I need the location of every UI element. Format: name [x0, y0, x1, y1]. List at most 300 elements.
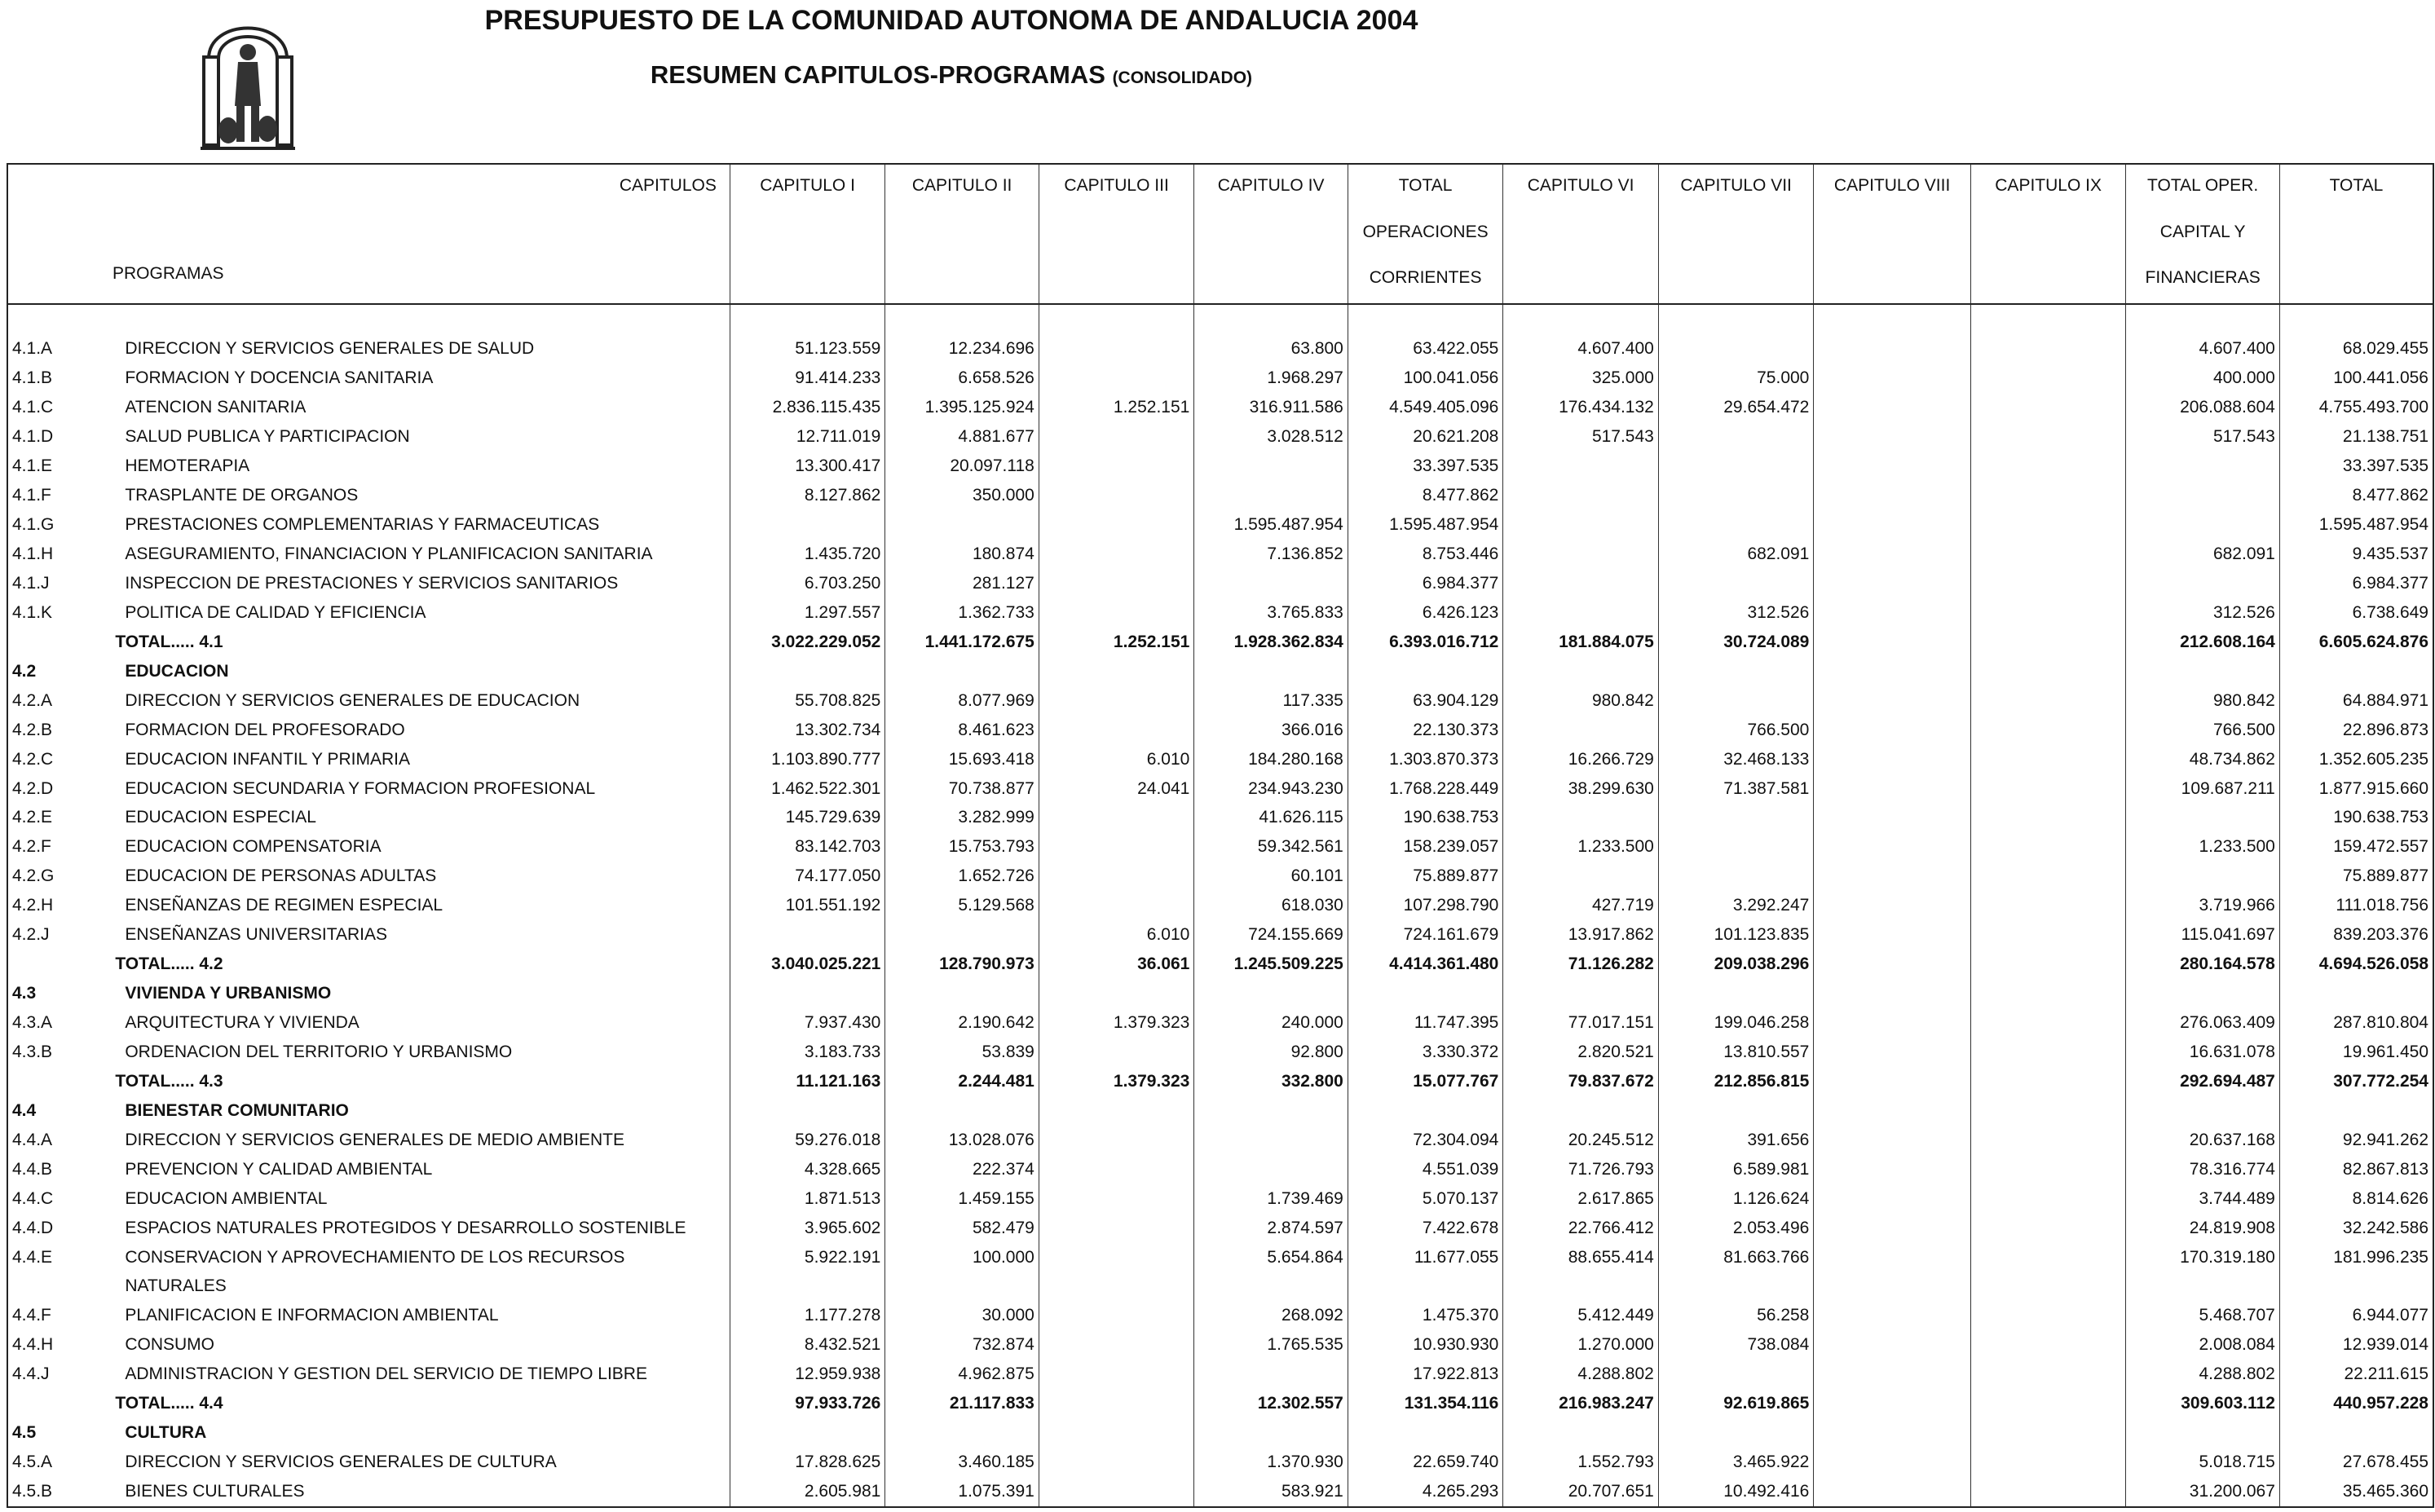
program-code: 4.1.K: [12, 602, 53, 622]
cell-value: [1658, 568, 1814, 597]
cell-value: 583.921: [1194, 1477, 1348, 1507]
cell-value: [1970, 891, 2126, 920]
program-name: POLITICA DE CALIDAD Y EFICIENCIA: [125, 602, 426, 622]
cell-value: 9.435.537: [2279, 540, 2433, 569]
cell-value: 6.738.649: [2279, 597, 2433, 627]
table-row: [7, 774, 2433, 803]
cell-value: 55.708.825: [730, 685, 885, 715]
cell-value: 325.000: [1503, 364, 1659, 393]
cell-value: 41.626.115: [1194, 803, 1348, 832]
cell-value: 1.739.469: [1194, 1184, 1348, 1213]
cell-value: 5.654.864: [1194, 1242, 1348, 1272]
cell-value: [1348, 1418, 1503, 1448]
cell-value: [1814, 627, 1971, 656]
cell-value: [1658, 832, 1814, 862]
cell-value: 75.889.877: [2279, 862, 2433, 891]
cell-value: [1814, 656, 1971, 685]
cell-value: [1039, 1154, 1194, 1184]
cell-value: 8.814.626: [2279, 1184, 2433, 1213]
cell-value: 8.432.521: [730, 1330, 885, 1360]
cell-value: 4.288.802: [2126, 1360, 2280, 1389]
table-body: [7, 304, 2433, 1507]
table-row: [7, 862, 2433, 891]
cell-value: 1.233.500: [2126, 832, 2280, 862]
column-header-11-line-2: [2279, 213, 2433, 258]
program-code: 4.1.F: [12, 486, 51, 505]
cell-value: 77.017.151: [1503, 1008, 1659, 1038]
cell-value: 1.459.155: [885, 1184, 1039, 1213]
cell-value: 8.077.969: [885, 685, 1039, 715]
cell-value: 682.091: [1658, 540, 1814, 569]
cell-value: 48.734.862: [2126, 744, 2280, 774]
program-name: ENSEÑANZAS DE REGIMEN ESPECIAL: [125, 896, 443, 915]
cell-value: [1658, 334, 1814, 364]
column-header-1-line-1: CAPITULO I: [730, 164, 885, 213]
cell-value: [1970, 685, 2126, 715]
table-row: [7, 715, 2433, 744]
cell-value: 32.468.133: [1658, 744, 1814, 774]
cell-value: 101.123.835: [1658, 920, 1814, 950]
column-header-6-line-2: [1503, 213, 1659, 258]
cell-value: [2279, 1418, 2433, 1448]
cell-value: 1.435.720: [730, 540, 885, 569]
cell-value: 1.968.297: [1194, 364, 1348, 393]
cell-value: [1039, 510, 1194, 540]
cell-value: [885, 656, 1039, 685]
cell-value: [1970, 1330, 2126, 1360]
cell-value: 13.810.557: [1658, 1037, 1814, 1066]
cell-value: 53.839: [885, 1037, 1039, 1066]
cell-value: 240.000: [1194, 1008, 1348, 1038]
cell-value: 312.526: [1658, 597, 1814, 627]
program-name: PLANIFICACION E INFORMACION AMBIENTAL: [125, 1306, 499, 1325]
column-header-4-line-3: [1194, 258, 1348, 304]
cell-value: 1.233.500: [1503, 832, 1659, 862]
program-code: 4.4.B: [12, 1159, 53, 1179]
cell-value: 6.010: [1039, 744, 1194, 774]
cell-value: 2.244.481: [885, 1066, 1039, 1095]
cell-value: [1970, 774, 2126, 803]
cell-value: [1814, 393, 1971, 422]
cell-value: 24.041: [1039, 774, 1194, 803]
column-header-1-line-3: [730, 258, 885, 304]
cell-value: 117.335: [1194, 685, 1348, 715]
cell-value: [1039, 803, 1194, 832]
cell-value: [1970, 1095, 2126, 1125]
program-name: BIENES CULTURALES: [125, 1482, 305, 1501]
cell-value: [1503, 304, 1659, 334]
cell-value: 131.354.116: [1348, 1389, 1503, 1418]
cell-value: 4.328.665: [730, 1154, 885, 1184]
subtitle-main: RESUMEN CAPITULOS-PROGRAMAS: [650, 60, 1105, 89]
cell-value: 11.747.395: [1348, 1008, 1503, 1038]
program-name: ESPACIOS NATURALES PROTEGIDOS Y DESARROLLO SOSTENIBLE: [125, 1218, 686, 1237]
group-row: [7, 1418, 2433, 1448]
cell-value: 309.603.112: [2126, 1389, 2280, 1418]
corner-capitulos-label: CAPITULOS: [619, 176, 717, 195]
column-header-5-line-1: TOTAL: [1348, 164, 1503, 213]
table-row: [7, 1154, 2433, 1184]
cell-value: 20.621.208: [1348, 422, 1503, 452]
program-name: CULTURA: [125, 1423, 207, 1443]
cell-value: [1503, 656, 1659, 685]
program-code: 4.3: [12, 984, 37, 1003]
cell-value: [1039, 1095, 1194, 1125]
cell-value: 6.944.077: [2279, 1301, 2433, 1330]
cell-value: [2279, 1272, 2433, 1301]
cell-value: 24.819.908: [2126, 1213, 2280, 1242]
cell-value: [1814, 774, 1971, 803]
cell-value: 738.084: [1658, 1330, 1814, 1360]
cell-value: 766.500: [2126, 715, 2280, 744]
cell-value: 27.678.455: [2279, 1448, 2433, 1477]
cell-value: 4.755.493.700: [2279, 393, 2433, 422]
program-code: [7, 1272, 110, 1301]
program-name: TOTAL..... 4.3: [115, 1071, 223, 1091]
cell-value: 64.884.971: [2279, 685, 2433, 715]
program-code: 4.4.D: [12, 1218, 54, 1237]
cell-value: [1814, 334, 1971, 364]
cell-value: [1970, 1389, 2126, 1418]
cell-value: [1503, 715, 1659, 744]
cell-value: [1814, 422, 1971, 452]
cell-value: 1.370.930: [1194, 1448, 1348, 1477]
column-header-2-line-3: [885, 258, 1039, 304]
cell-value: [1970, 1037, 2126, 1066]
cell-value: [1814, 862, 1971, 891]
cell-value: 91.414.233: [730, 364, 885, 393]
column-header-3-line-1: CAPITULO III: [1039, 164, 1194, 213]
cell-value: [2126, 304, 2280, 334]
cell-value: 2.836.115.435: [730, 393, 885, 422]
cell-value: 59.276.018: [730, 1125, 885, 1154]
cell-value: [1503, 979, 1659, 1008]
cell-value: [1194, 304, 1348, 334]
cell-value: [1814, 832, 1971, 862]
table-row: [7, 481, 2433, 510]
cell-value: 1.075.391: [885, 1477, 1039, 1507]
cell-value: 1.928.362.834: [1194, 627, 1348, 656]
cell-value: 22.211.615: [2279, 1360, 2433, 1389]
cell-value: 15.753.793: [885, 832, 1039, 862]
cell-value: [1503, 1272, 1659, 1301]
cell-value: 6.984.377: [2279, 568, 2433, 597]
table-row: [7, 1242, 2433, 1272]
program-code: 4.3.A: [12, 1013, 53, 1032]
cell-value: [2126, 1095, 2280, 1125]
cell-value: [1039, 568, 1194, 597]
table-row: [7, 568, 2433, 597]
table-row: [7, 422, 2433, 452]
cell-value: [730, 1095, 885, 1125]
cell-value: [1814, 1477, 1971, 1507]
cell-value: [1039, 1184, 1194, 1213]
cell-value: [2126, 452, 2280, 481]
cell-value: 100.041.056: [1348, 364, 1503, 393]
cell-value: [1658, 862, 1814, 891]
cell-value: 5.129.568: [885, 891, 1039, 920]
cell-value: [1039, 364, 1194, 393]
cell-value: [1970, 568, 2126, 597]
program-code: 4.4: [12, 1100, 37, 1120]
cell-value: 1.877.915.660: [2279, 774, 2433, 803]
cell-value: 159.472.557: [2279, 832, 2433, 862]
cell-value: 391.656: [1658, 1125, 1814, 1154]
cell-value: [1970, 481, 2126, 510]
cell-value: 13.302.734: [730, 715, 885, 744]
program-code: 4.1.D: [12, 427, 54, 447]
program-code: [7, 950, 110, 979]
cell-value: [730, 656, 885, 685]
cell-value: [1039, 1360, 1194, 1389]
cell-value: 20.097.118: [885, 452, 1039, 481]
cell-value: [1039, 656, 1194, 685]
cell-value: [1814, 1418, 1971, 1448]
cell-value: [1658, 422, 1814, 452]
column-header-11-line-3: [2279, 258, 2433, 304]
cell-value: [2126, 481, 2280, 510]
cell-value: 276.063.409: [2126, 1008, 2280, 1038]
cell-value: [2279, 1095, 2433, 1125]
cell-value: [1039, 1125, 1194, 1154]
cell-value: 31.200.067: [2126, 1477, 2280, 1507]
cell-value: [1194, 1154, 1348, 1184]
cell-value: [1814, 1213, 1971, 1242]
cell-value: [1970, 304, 2126, 334]
table-row: [7, 920, 2433, 950]
cell-value: 184.280.168: [1194, 744, 1348, 774]
cell-value: [1039, 862, 1194, 891]
table-row: [7, 393, 2433, 422]
cell-value: 1.379.323: [1039, 1066, 1194, 1095]
group-row: [7, 656, 2433, 685]
cell-value: [1039, 979, 1194, 1008]
cell-value: [1814, 1242, 1971, 1272]
cell-value: [1348, 979, 1503, 1008]
total-row: [7, 627, 2433, 656]
cell-value: 366.016: [1194, 715, 1348, 744]
cell-value: 4.551.039: [1348, 1154, 1503, 1184]
program-name: ASEGURAMIENTO, FINANCIACION Y PLANIFICACION SANITARIA: [125, 544, 653, 563]
cell-value: 440.957.228: [2279, 1389, 2433, 1418]
column-header-9-line-2: [1970, 213, 2126, 258]
column-header-3-line-3: [1039, 258, 1194, 304]
cell-value: [1814, 744, 1971, 774]
column-header-8-line-1: CAPITULO VIII: [1814, 164, 1971, 213]
cell-value: [1970, 715, 2126, 744]
cell-value: [730, 510, 885, 540]
cell-value: [1814, 304, 1971, 334]
column-header-11-line-1: TOTAL: [2279, 164, 2433, 213]
cell-value: 20.245.512: [1503, 1125, 1659, 1154]
cell-value: 29.654.472: [1658, 393, 1814, 422]
cell-value: [1814, 1301, 1971, 1330]
cell-value: 16.266.729: [1503, 744, 1659, 774]
total-row: [7, 1066, 2433, 1095]
cell-value: 1.103.890.777: [730, 744, 885, 774]
cell-value: 312.526: [2126, 597, 2280, 627]
cell-value: [1348, 304, 1503, 334]
cell-value: 517.543: [1503, 422, 1659, 452]
cell-value: 63.800: [1194, 334, 1348, 364]
cell-value: 4.881.677: [885, 422, 1039, 452]
table-row: [7, 832, 2433, 862]
cell-value: [1658, 685, 1814, 715]
cell-value: [1814, 950, 1971, 979]
program-code: 4.4.H: [12, 1335, 54, 1355]
table-row: [7, 1125, 2433, 1154]
cell-value: [1503, 862, 1659, 891]
program-name: CONSERVACION Y APROVECHAMIENTO DE LOS RECURSOS: [125, 1247, 625, 1267]
subtitle-note: (CONSOLIDADO): [1112, 68, 1253, 87]
cell-value: [1039, 597, 1194, 627]
cell-value: [1348, 656, 1503, 685]
program-code: 4.1.G: [12, 515, 55, 535]
cell-value: 60.101: [1194, 862, 1348, 891]
cell-value: 20.707.651: [1503, 1477, 1659, 1507]
cell-value: 181.996.235: [2279, 1242, 2433, 1272]
cell-value: 4.694.526.058: [2279, 950, 2433, 979]
cell-value: [1970, 1008, 2126, 1038]
program-code: [7, 627, 110, 656]
header-row: [7, 164, 2433, 213]
program-name: EDUCACION AMBIENTAL: [125, 1188, 328, 1208]
program-code: 4.1.J: [12, 573, 50, 593]
cell-value: 75.000: [1658, 364, 1814, 393]
cell-value: [1814, 979, 1971, 1008]
group-row: [7, 1095, 2433, 1125]
program-code: [7, 1066, 110, 1095]
cell-value: 30.000: [885, 1301, 1039, 1330]
cell-value: 10.492.416: [1658, 1477, 1814, 1507]
cell-value: 1.379.323: [1039, 1008, 1194, 1038]
cell-value: [1814, 1184, 1971, 1213]
column-header-6-line-3: [1503, 258, 1659, 304]
cell-value: 21.138.751: [2279, 422, 2433, 452]
cell-value: [1039, 1272, 1194, 1301]
group-row: [7, 979, 2433, 1008]
table-header: [7, 164, 2433, 304]
cell-value: [1194, 656, 1348, 685]
cell-value: [1970, 510, 2126, 540]
cell-value: [1658, 1272, 1814, 1301]
cell-value: 13.028.076: [885, 1125, 1039, 1154]
cell-value: 176.434.132: [1503, 393, 1659, 422]
cell-value: [1039, 1213, 1194, 1242]
cell-value: 109.687.211: [2126, 774, 2280, 803]
cell-value: 100.441.056: [2279, 364, 2433, 393]
program-name: EDUCACION INFANTIL Y PRIMARIA: [125, 749, 411, 769]
cell-value: [885, 304, 1039, 334]
table-row: [7, 1008, 2433, 1038]
program-code: 4.4.J: [12, 1364, 50, 1384]
cell-value: 32.242.586: [2279, 1213, 2433, 1242]
cell-value: 13.917.862: [1503, 920, 1659, 950]
cell-value: 3.330.372: [1348, 1037, 1503, 1066]
cell-value: [1039, 422, 1194, 452]
cell-value: 30.724.089: [1658, 627, 1814, 656]
cell-value: 5.070.137: [1348, 1184, 1503, 1213]
cell-value: [1814, 1095, 1971, 1125]
cell-value: 2.053.496: [1658, 1213, 1814, 1242]
cell-value: 517.543: [2126, 422, 2280, 452]
cell-value: 83.142.703: [730, 832, 885, 862]
table-row: [7, 452, 2433, 481]
cell-value: [1348, 1095, 1503, 1125]
cell-value: 216.983.247: [1503, 1389, 1659, 1418]
cell-value: [1814, 891, 1971, 920]
cell-value: 5.412.449: [1503, 1301, 1659, 1330]
cell-value: [1814, 1389, 1971, 1418]
cell-value: [730, 304, 885, 334]
cell-value: 92.800: [1194, 1037, 1348, 1066]
cell-value: 158.239.057: [1348, 832, 1503, 862]
cell-value: 3.028.512: [1194, 422, 1348, 452]
cell-value: [885, 1095, 1039, 1125]
cell-value: 10.930.930: [1348, 1330, 1503, 1360]
table-row: [7, 803, 2433, 832]
cell-value: [730, 1418, 885, 1448]
column-header-5-line-3: CORRIENTES: [1348, 258, 1503, 304]
cell-value: [1039, 304, 1194, 334]
cell-value: 36.061: [1039, 950, 1194, 979]
cell-value: 2.617.865: [1503, 1184, 1659, 1213]
column-header-9-line-1: CAPITULO IX: [1970, 164, 2126, 213]
cell-value: 15.693.418: [885, 744, 1039, 774]
program-name: TOTAL..... 4.2: [115, 954, 223, 974]
program-code: 4.1.B: [12, 368, 53, 388]
cell-value: 4.549.405.096: [1348, 393, 1503, 422]
cell-value: 1.252.151: [1039, 627, 1194, 656]
program-name: PRESTACIONES COMPLEMENTARIAS Y FARMACEUTICAS: [125, 515, 600, 535]
cell-value: 3.465.922: [1658, 1448, 1814, 1477]
cell-value: 59.342.561: [1194, 832, 1348, 862]
cell-value: 6.703.250: [730, 568, 885, 597]
cell-value: 280.164.578: [2126, 950, 2280, 979]
program-code: 4.4.A: [12, 1130, 53, 1149]
table-row: [7, 1272, 2433, 1301]
cell-value: [1039, 481, 1194, 510]
cell-value: 11.677.055: [1348, 1242, 1503, 1272]
cell-value: 22.896.873: [2279, 715, 2433, 744]
cell-value: [1970, 950, 2126, 979]
cell-value: 209.038.296: [1658, 950, 1814, 979]
cell-value: [2126, 510, 2280, 540]
cell-value: 1.441.172.675: [885, 627, 1039, 656]
cell-value: [885, 979, 1039, 1008]
cell-value: [885, 510, 1039, 540]
program-name: NATURALES: [125, 1276, 227, 1296]
cell-value: [1970, 334, 2126, 364]
program-code: 4.2.F: [12, 837, 51, 857]
cell-value: [1814, 920, 1971, 950]
cell-value: 350.000: [885, 481, 1039, 510]
program-code: 4.1.C: [12, 398, 54, 417]
cell-value: [1970, 422, 2126, 452]
program-code: [7, 304, 110, 334]
cell-value: [1970, 364, 2126, 393]
table-row: [7, 540, 2433, 569]
cell-value: [1039, 334, 1194, 364]
total-row: [7, 950, 2433, 979]
cell-value: 190.638.753: [1348, 803, 1503, 832]
cell-value: [1970, 803, 2126, 832]
cell-value: [730, 920, 885, 950]
cell-value: [2126, 862, 2280, 891]
program-name: CONSUMO: [125, 1335, 214, 1355]
cell-value: 427.719: [1503, 891, 1659, 920]
cell-value: [1658, 481, 1814, 510]
